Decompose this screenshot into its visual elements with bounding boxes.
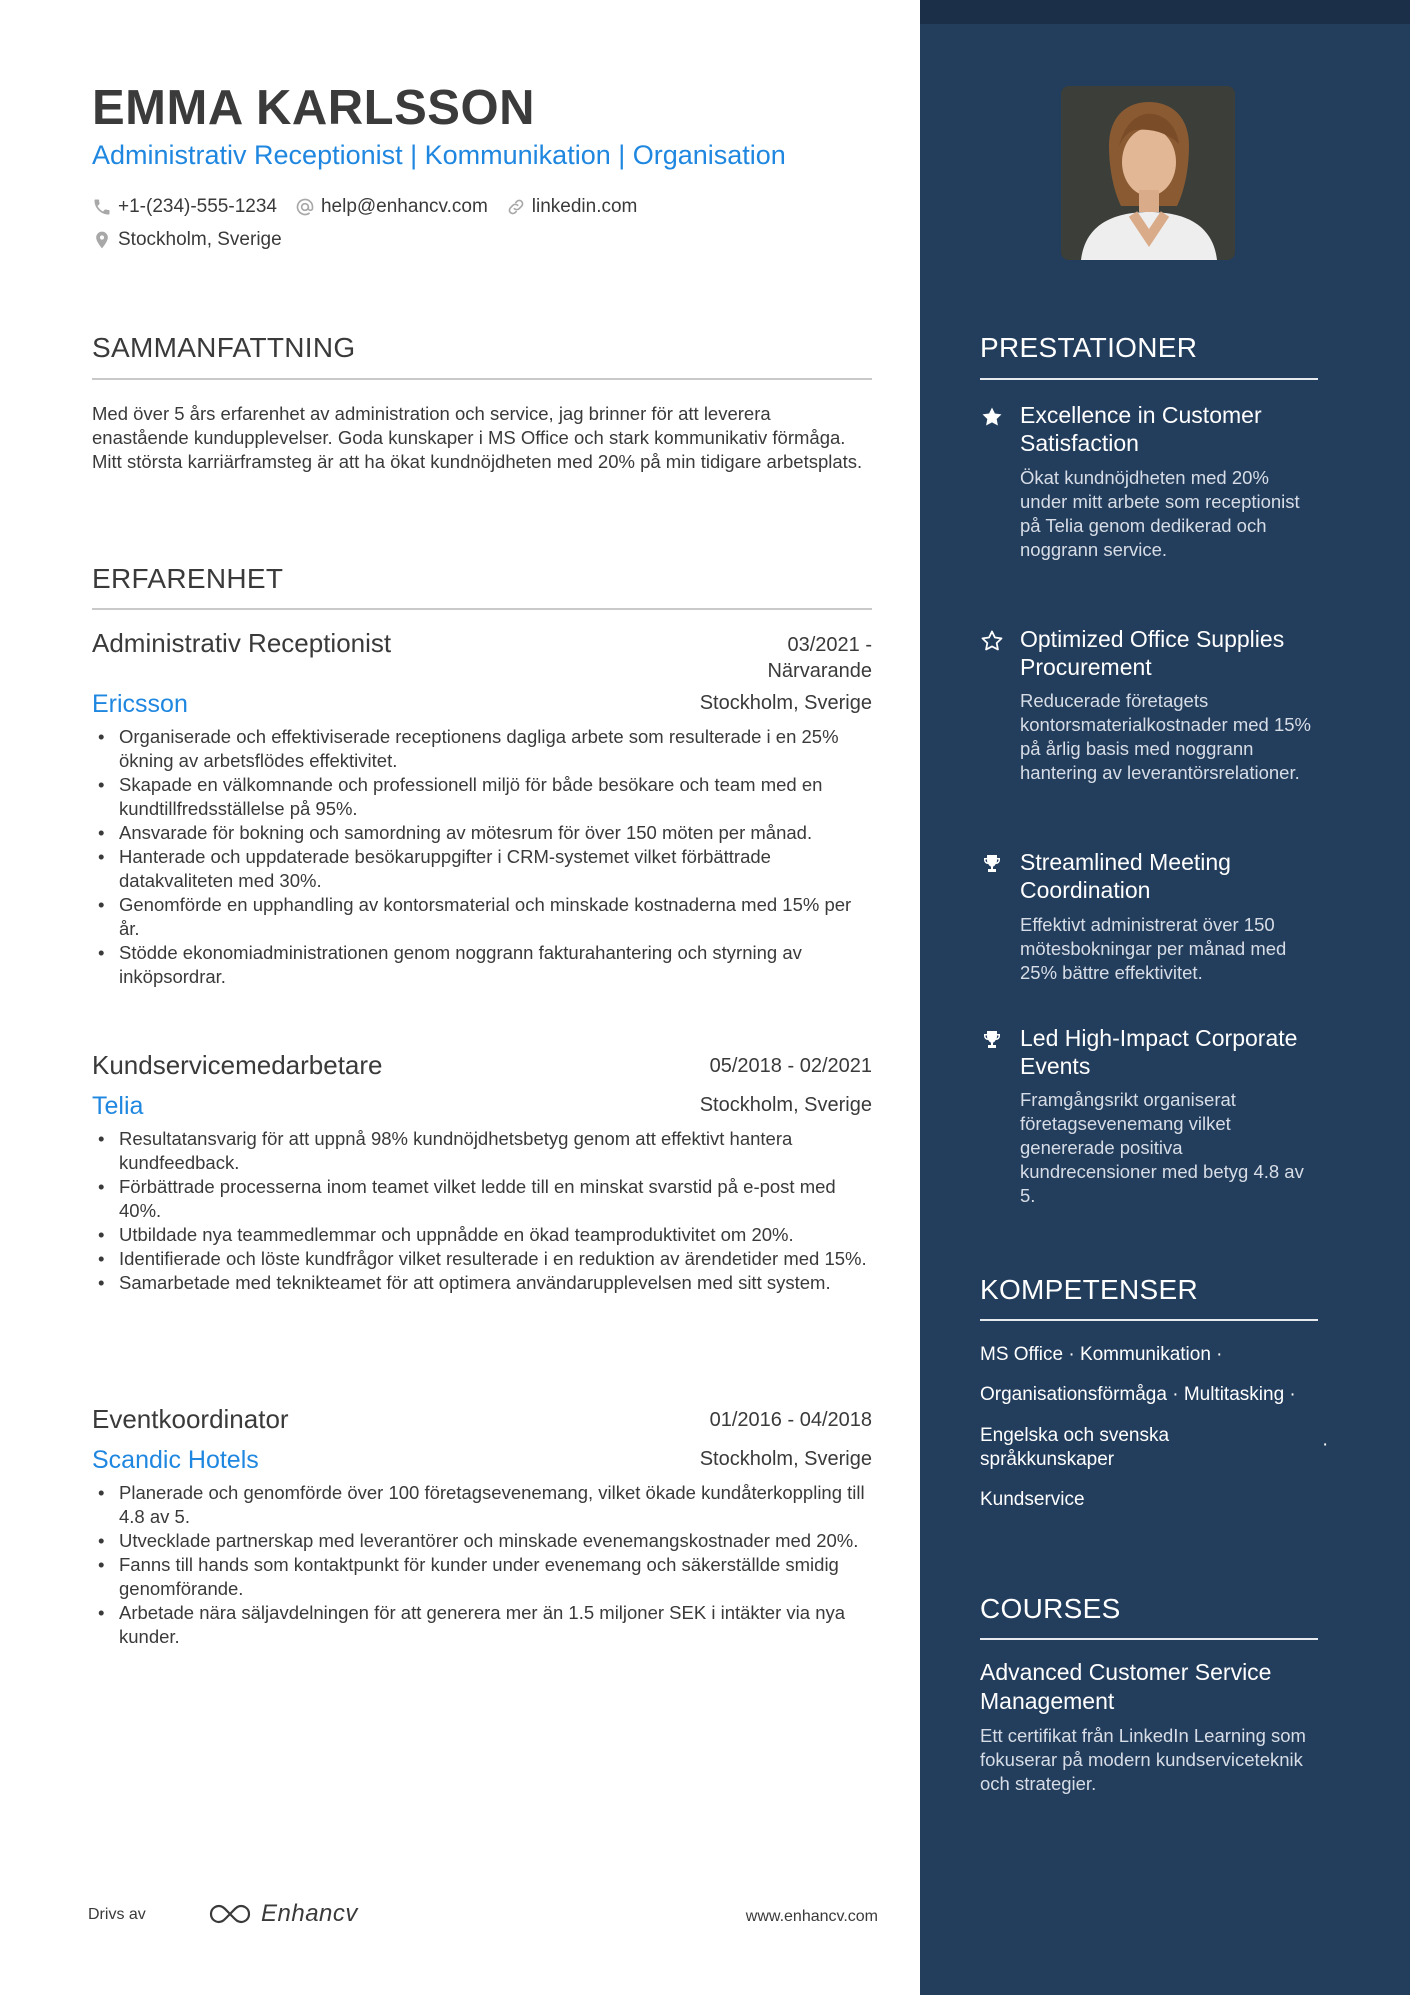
job-bullets — [92, 725, 872, 989]
bullet-item: • Identifierade och löste kundfrågor vilket resulterade i en reduktion av ärendetider med 15%. — [92, 1247, 872, 1271]
location-text: Stockholm, Sverige — [118, 229, 282, 250]
skills-line: Engelska och svenska — [980, 1425, 1170, 1446]
bullet-item: • Hanterade och uppdaterade besökaruppgifter i CRM-systemet vilket förbättrade datakvaliteten med 30%. — [92, 845, 872, 893]
summary-divider — [92, 378, 872, 380]
achievements-divider — [980, 378, 1318, 380]
bullet-item: • Ansvarade för bokning och samordning av mötesrum för över 150 möten per månad. — [92, 821, 872, 845]
job-title: Administrativ Receptionist — [92, 628, 392, 658]
bullet-item: • Förbättrade processerna inom teamet vilket ledde till en minskat svarstid på e-post med 40%. — [92, 1175, 872, 1223]
enhancv-logo[interactable] — [207, 1900, 358, 1928]
contact-row — [92, 196, 655, 218]
achievement-title: Excellence in Customer Satisfaction — [1020, 402, 1262, 456]
sidebar — [920, 0, 1410, 1995]
job-company: Ericsson — [92, 690, 188, 718]
achievement-title: Streamlined Meeting Coordination — [1020, 849, 1231, 903]
job-date — [767, 632, 872, 684]
achievement-desc: Reducerade företagets kontorsmaterialkostnader med 15% på årlig basis med noggrann hantering av leverantörsrelationer. — [1020, 690, 1312, 783]
skills-heading: KOMPETENSER — [980, 1274, 1199, 1305]
star-filled-icon — [980, 405, 1004, 429]
skills-divider — [980, 1319, 1318, 1321]
courses-divider — [980, 1638, 1318, 1640]
achievements-heading: PRESTATIONER — [980, 332, 1198, 363]
footer-url[interactable]: www.enhancv.com — [745, 1908, 878, 1925]
email-text[interactable]: help@enhancv.com — [320, 196, 488, 217]
enhancv-logo-icon — [207, 1901, 253, 1927]
achievement-desc: Framgångsrikt organiserat företagsevenemang vilket genererade positiva kundrecensioner med betyg 4.8 av 5. — [1020, 1089, 1304, 1206]
bullet-item: • Utvecklade partnerskap med leverantörer och minskade evenemangskostnader med 20%. — [92, 1529, 872, 1553]
achievement-desc: Effektivt administrerat över 150 mötesbokningar per månad med 25% bättre effektivitet. — [1020, 914, 1287, 983]
phone-contact — [92, 196, 277, 218]
phone-icon — [92, 197, 112, 217]
location-pin-icon — [92, 230, 112, 250]
bullet-item: • Samarbetade med teknikteamet för att optimera användarupplevelsen med sitt system. — [92, 1271, 872, 1295]
job-date: 05/2018 - 02/2021 — [709, 1055, 872, 1077]
job-date-start: 03/2021 - — [787, 634, 872, 656]
sidebar-top-bar — [920, 0, 1410, 24]
job-location: Stockholm, Sverige — [699, 1448, 872, 1470]
job-location: Stockholm, Sverige — [699, 1094, 872, 1116]
skills-line: Kundservice — [980, 1489, 1085, 1510]
skills-separator: · — [1322, 1434, 1329, 1455]
at-icon — [295, 197, 315, 217]
skills-line: språkkunskaper — [980, 1449, 1115, 1470]
job-bullets — [92, 1481, 872, 1649]
experience-divider — [92, 608, 872, 610]
job-bullets — [92, 1127, 872, 1295]
summary-text: Med över 5 års erfarenhet av administration och service, jag brinner för att leverera enastående kundupplevelser. Goda kunskaper i MS Office och stark kommunikativ förmåga. Mitt största karriärframsteg är att ha ökat kundnöjdheten med 20% på min tidigare arbetsplats. — [92, 403, 863, 472]
bullet-item: • Resultatansvarig för att uppnå 98% kundnöjdhetsbetyg genom att effektivt hantera kundfeedback. — [92, 1127, 872, 1175]
bullet-item: • Stödde ekonomiadministrationen genom noggrann fakturahantering och styrning av inköpsordrar. — [92, 941, 872, 989]
job-title: Kundservicemedarbetare — [92, 1050, 383, 1080]
job-company: Telia — [92, 1092, 144, 1120]
skills-line: Organisationsförmåga · Multitasking · — [980, 1384, 1296, 1405]
achievement-title: Led High-Impact Corporate Events — [1020, 1025, 1298, 1079]
bullet-item: • Genomförde en upphandling av kontorsmaterial och minskade kostnaderna med 15% per år. — [92, 893, 872, 941]
summary-heading: SAMMANFATTNING — [92, 332, 356, 363]
star-outline-icon — [980, 629, 1004, 653]
phone-text: +1-(234)-555-1234 — [118, 196, 277, 217]
job-date-end: Närvarande — [767, 660, 872, 682]
headline: Administrativ Receptionist | Kommunikation | Organisation — [92, 140, 786, 170]
bullet-item: • Skapade en välkomnande och professionell miljö för både besökare och team med en kundtillfredsställelse på 95%. — [92, 773, 872, 821]
course-desc: Ett certifikat från LinkedIn Learning som fokuserar på modern kundserviceteknik och strategier. — [980, 1725, 1306, 1794]
trophy-icon — [980, 1028, 1004, 1052]
job-company: Scandic Hotels — [92, 1446, 259, 1474]
skills-line: MS Office · Kommunikation · — [980, 1344, 1223, 1365]
courses-heading: COURSES — [980, 1593, 1121, 1624]
job-title: Eventkoordinator — [92, 1404, 289, 1434]
bullet-item: • Fanns till hands som kontaktpunkt för kunder under evenemang och säkerställde smidig genomförande. — [92, 1553, 872, 1601]
bullet-item: • Planerade och genomförde över 100 företagsevenemang, vilket ökade kundåterkoppling till 4.8 av 5. — [92, 1481, 872, 1529]
job-date: 01/2016 - 04/2018 — [709, 1409, 872, 1431]
job-location: Stockholm, Sverige — [699, 692, 872, 714]
bullet-item: • Organiserade och effektiviserade receptionens dagliga arbete som resulterade i en 25% ökning av arbetsflödes effektivitet. — [92, 725, 872, 773]
email-contact[interactable] — [295, 196, 488, 218]
trophy-icon — [980, 852, 1004, 876]
link-icon — [506, 197, 526, 217]
bullet-item: • Utbildade nya teammedlemmar och uppnådde en ökad teamproduktivitet om 20%. — [92, 1223, 872, 1247]
location-contact — [92, 229, 282, 251]
course-title: Advanced Customer Service Management — [980, 1659, 1272, 1714]
candidate-name: EMMA KARLSSON — [92, 81, 535, 135]
profile-photo — [1061, 86, 1235, 260]
bullet-item: • Arbetade nära säljavdelningen för att generera mer än 1.5 miljoner SEK i intäkter via nya kunder. — [92, 1601, 872, 1649]
achievement-title: Optimized Office Supplies Procurement — [1020, 626, 1285, 680]
enhancv-logo-text: Enhancv — [261, 1900, 358, 1927]
achievement-desc: Ökat kundnöjdheten med 20% under mitt arbete som receptionist på Telia genom dedikerad och noggrann service. — [1020, 467, 1300, 560]
experience-heading: ERFARENHET — [92, 563, 284, 594]
location-row — [92, 229, 300, 251]
linkedin-text[interactable]: linkedin.com — [531, 196, 638, 217]
linkedin-contact[interactable] — [506, 196, 638, 218]
powered-by-label: Drivs av — [88, 1906, 146, 1923]
